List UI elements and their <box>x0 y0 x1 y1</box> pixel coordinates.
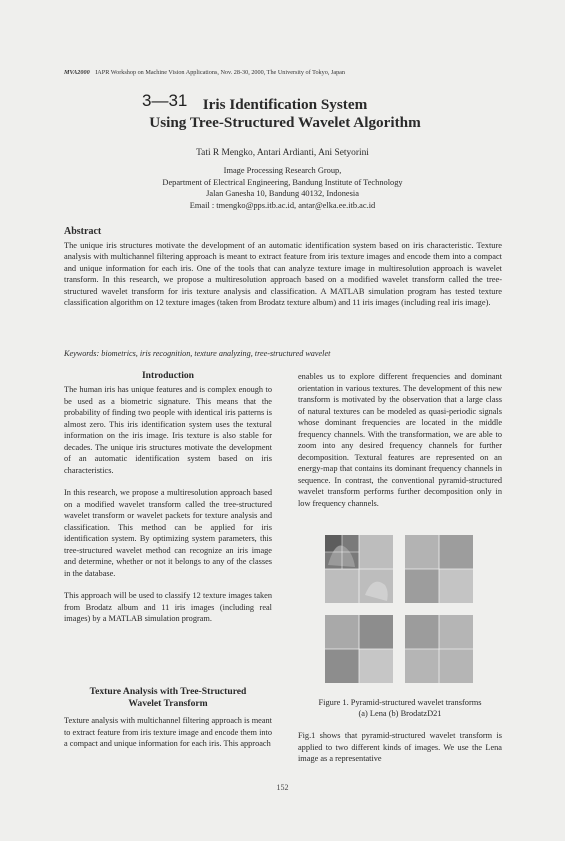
brodatz-texture-panel <box>405 615 473 683</box>
venue-short: MVA2000 <box>64 69 90 76</box>
texture-heading <box>64 686 272 710</box>
venue-long: IAPR Workshop on Machine Vision Applications, Nov. 28-30, 2000, The University of Tokyo, Japan <box>95 69 346 76</box>
affiliation-line: Department of Electrical Engineering, Bandung Institute of Technology <box>162 177 403 187</box>
authors: Tati R Mengko, Antari Ardianti, Ani Setyorini <box>196 148 369 158</box>
abstract-body: The unique iris structures motivate the development of an automatic identification system based on iris characteristic. Texture analysis with multichannel filtering approach is meant to extract feature from iris texture images and encode them into a compact and unique information for each iris. One of the tools that can analyze texture image in multiresolution approach is wavelet transform. In this research, we propose a multiresolution approach based on a modified wavelet transform called the tree-structured wavelet transform for iris texture analysis and classification. A MATLAB simulation program has tested texture classification algorithm on 12 texture images (taken from Brodatz texture album) and 11 iris images (including real iris image). <box>64 241 502 308</box>
brodatz-texture-subband <box>405 615 439 649</box>
affiliation <box>60 165 505 211</box>
lena-detail-panel <box>405 535 473 603</box>
intro-heading: Introduction <box>141 370 195 381</box>
intro-paragraph: This approach will be used to classify 12 texture images taken from Brodatz album and 11 iris images (including real images) by a MATLAB simulation program. <box>64 591 272 623</box>
title-line-2: Using Tree-Structured Wavelet Algorithm <box>149 114 421 131</box>
right-column-paragraph: enables us to explore different frequencies and dominant orientation in various textures. The development of this new transform is motivated by the observation that a large class of natural textures can be modeled as quasi-periodic signals whose dominant frequencies are located in the middle frequency channels. With the transformation, we are able to zoom into any desired frequency channels for further decomposition. Textural features are represented on an energy-map that contains its dominant frequency channels in sequence. In contrast, the conventional pyramid-structured wavelet transform performs further decomposition only in low frequency channels. <box>298 372 502 508</box>
abstract-heading: Abstract <box>64 226 102 237</box>
texture-heading-line: Texture Analysis with Tree-Structured <box>89 686 247 697</box>
left-column <box>64 384 272 636</box>
intro-paragraph: In this research, we propose a multiresolution approach based on a modified wavelet transform called the tree-structured wavelet transform or wavelet packets for texture analysis and classification. This method can be applied for iris identification system. By optimizing system parameters, this tree-structured wavelet method can recognize an iris image and determine, whether or not it belongs to any of the classes in the database. <box>64 488 272 578</box>
running-header <box>64 69 345 76</box>
affiliation-line: Jalan Ganesha 10, Bandung 40132, Indonesia <box>206 189 359 199</box>
texture-heading-line: Wavelet Transform <box>128 698 208 709</box>
affiliation-email: Email : tmengko@pps.itb.ac.id, antar@elka.ee.itb.ac.id <box>189 200 376 210</box>
right-column-paragraph-2: Fig.1 shows that pyramid-structured wavelet transform is applied to two different kinds of images. We use the Lena image as a representative <box>298 731 502 763</box>
detail-subband <box>405 535 439 569</box>
figure-caption-line: Figure 1. Pyramid-structured wavelet transforms <box>318 698 482 707</box>
affiliation-line: Image Processing Research Group, <box>223 166 342 175</box>
figure-caption-line: (a) Lena (b) BrodatzD21 <box>358 709 442 718</box>
brodatz-decomposition <box>325 615 393 683</box>
paper-id: 3—31 <box>142 91 188 110</box>
figure-1 <box>325 535 475 695</box>
detail-subband <box>439 569 473 603</box>
brodatz-ll-subband <box>325 615 359 649</box>
lena-decomposition <box>325 535 393 603</box>
page-number: 152 <box>276 783 289 792</box>
intro-paragraph: The human iris has unique features and is complex enough to be used as a biometric signature. This means that the probability of finding two people with identical iris patterns is almost zero. This iris identification system uses the textural information on the iris image. Iris texture is also stable for decades. The unique iris structures motivate the development of an automatic identification system based on iris characteristics. <box>64 385 272 475</box>
paper-title <box>120 96 450 132</box>
figure-caption <box>298 697 502 719</box>
title-line-1: Iris Identification System <box>202 96 368 113</box>
keywords: Keywords: biometrics, iris recognition, texture analyzing, tree-structured wavelet <box>64 349 331 358</box>
figure-1-graphic <box>325 535 475 695</box>
texture-paragraph: Texture analysis with multichannel filtering approach is meant to extract feature from iris texture image and encode them into a compact and unique information for each iris. This approach <box>64 716 272 748</box>
brodatz-hh-subband <box>359 649 393 683</box>
